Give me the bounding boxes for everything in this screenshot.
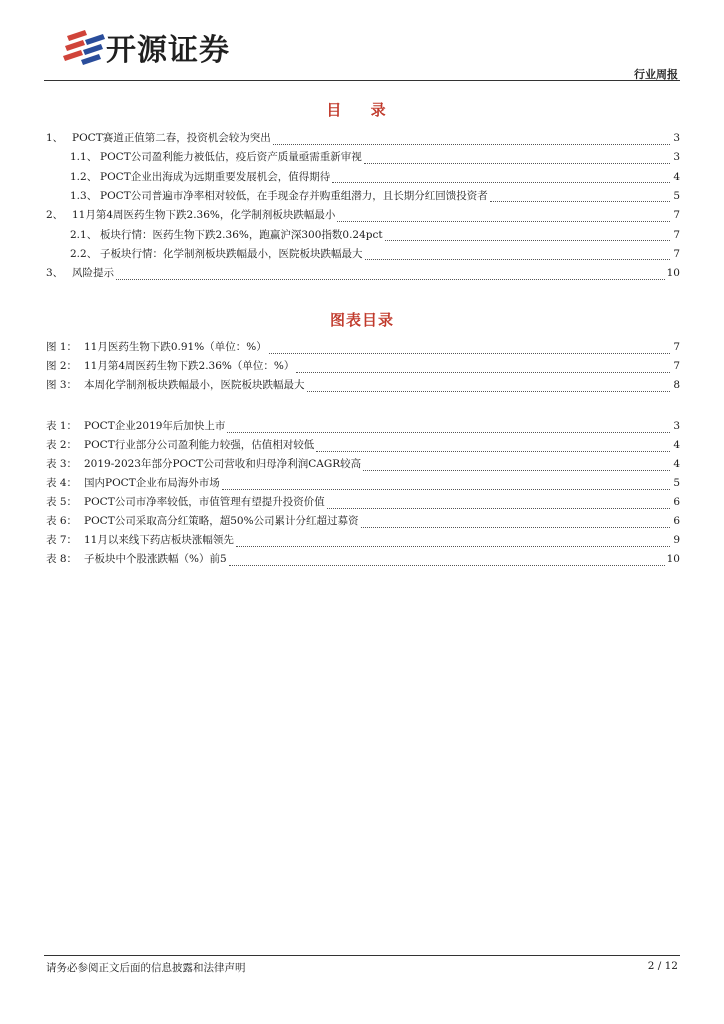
entry-title: 子板块中个股涨跌幅（%）前5 bbox=[84, 553, 227, 565]
toc-entry[interactable] bbox=[46, 130, 680, 146]
entry-page-number: 3 bbox=[673, 132, 680, 144]
entry-title: 本周化学制剂板块跌幅最小，医院板块跌幅最大 bbox=[84, 379, 305, 391]
dot-leader bbox=[337, 211, 670, 222]
entry-number: 1、 bbox=[46, 132, 64, 144]
dot-leader bbox=[363, 460, 670, 471]
toc-entry[interactable] bbox=[46, 456, 680, 472]
entry-page-number: 8 bbox=[673, 379, 680, 391]
entry-title: 板块行情：医药生物下跌2.36%，跑赢沪深300指数0.24pct bbox=[100, 228, 383, 241]
dot-leader bbox=[229, 555, 665, 566]
dot-leader bbox=[361, 517, 670, 528]
entry-title: 11月第4周医药生物下跌2.36%（单位：%） bbox=[84, 360, 295, 372]
dot-leader bbox=[490, 191, 670, 202]
entry-number: 表 2： bbox=[46, 439, 78, 451]
entry-number: 表 1： bbox=[46, 420, 78, 432]
brand-name: 开源证券 bbox=[106, 33, 230, 68]
toc-entry[interactable] bbox=[70, 149, 680, 165]
toc-entry[interactable] bbox=[70, 188, 680, 204]
footer-disclaimer: 请务必参阅正文后面的信息披露和法律声明 bbox=[46, 962, 246, 974]
entry-page-number: 7 bbox=[673, 228, 680, 241]
entry-page-number: 3 bbox=[673, 420, 680, 432]
toc-entry[interactable] bbox=[46, 551, 680, 567]
entry-number: 表 5： bbox=[46, 496, 78, 508]
toc-entry[interactable] bbox=[70, 246, 680, 262]
entry-page-number: 7 bbox=[673, 341, 680, 353]
entry-page-number: 7 bbox=[673, 209, 680, 222]
entry-page-number: 6 bbox=[673, 515, 680, 527]
entry-page-number: 5 bbox=[673, 477, 680, 489]
entry-number: 表 6： bbox=[46, 515, 78, 527]
entry-page-number: 4 bbox=[673, 170, 680, 183]
entry-number: 2.2、 bbox=[70, 247, 98, 260]
dot-leader bbox=[273, 134, 670, 145]
toc-entry[interactable] bbox=[46, 207, 680, 223]
entry-page-number: 4 bbox=[673, 458, 680, 470]
toc-entry[interactable] bbox=[46, 494, 680, 510]
entry-title: POCT公司采取高分红策略，超50%公司累计分红超过募资 bbox=[84, 515, 359, 527]
toc-entry[interactable] bbox=[70, 227, 680, 243]
entry-number: 图 3： bbox=[46, 379, 78, 391]
entry-number: 表 4： bbox=[46, 477, 78, 489]
dot-leader bbox=[316, 441, 670, 452]
entry-page-number: 5 bbox=[673, 189, 680, 202]
dot-leader bbox=[332, 172, 670, 183]
entry-number: 表 3： bbox=[46, 458, 78, 470]
entry-number: 3、 bbox=[46, 267, 64, 280]
entry-title: POCT公司盈利能力被低估，疫后资产质量亟需重新审视 bbox=[100, 151, 362, 164]
entry-title: POCT企业出海成为远期重要发展机会，值得期待 bbox=[100, 170, 331, 183]
entry-number: 图 2： bbox=[46, 360, 78, 372]
toc-entry[interactable] bbox=[46, 532, 680, 548]
entry-title: 2019-2023年部分POCT公司营收和归母净利润CAGR较高 bbox=[84, 458, 362, 470]
dot-leader bbox=[307, 381, 671, 392]
entry-title: 11月医药生物下跌0.91%（单位：%） bbox=[84, 341, 267, 353]
dot-leader bbox=[116, 269, 665, 280]
entry-title: POCT公司普遍市净率相对较低，在手现金存并购重组潜力，且长期分红回馈投资者 bbox=[100, 189, 488, 202]
entry-page-number: 7 bbox=[673, 247, 680, 260]
dot-leader bbox=[269, 343, 670, 354]
entry-page-number: 7 bbox=[673, 360, 680, 372]
entry-number: 表 8： bbox=[46, 553, 78, 565]
toc-entry[interactable] bbox=[70, 169, 680, 185]
toc-entry[interactable] bbox=[46, 377, 680, 393]
report-type-label: 行业周报 bbox=[634, 68, 678, 81]
entry-number: 1.2、 bbox=[70, 170, 98, 183]
entry-number: 2、 bbox=[46, 209, 64, 222]
entry-number: 表 7： bbox=[46, 534, 78, 546]
entry-page-number: 3 bbox=[673, 151, 680, 164]
entry-title: POCT企业2019年后加快上市 bbox=[84, 420, 226, 432]
entry-title: POCT行业部分公司盈利能力较强，估值相对较低 bbox=[84, 439, 315, 451]
dot-leader bbox=[296, 362, 670, 373]
entry-page-number: 10 bbox=[666, 553, 680, 565]
page-header bbox=[44, 14, 680, 84]
entry-number: 1.1、 bbox=[70, 151, 98, 164]
dot-leader bbox=[364, 153, 670, 164]
figure-toc-title: 图表目录 bbox=[329, 311, 394, 329]
toc-entry[interactable] bbox=[46, 265, 680, 281]
entry-title: 风险提示 bbox=[72, 267, 114, 280]
entry-title: 11月第4周医药生物下跌2.36%，化学制剂板块跌幅最小 bbox=[72, 209, 336, 222]
entry-page-number: 9 bbox=[673, 534, 680, 546]
entry-number: 2.1、 bbox=[70, 228, 98, 241]
header-divider bbox=[44, 80, 680, 81]
toc-title: 目 录 bbox=[326, 101, 398, 119]
toc-entry[interactable] bbox=[46, 418, 680, 434]
toc-entry[interactable] bbox=[46, 475, 680, 491]
entry-title: POCT公司市净率较低，市值管理有望提升投资价值 bbox=[84, 496, 325, 508]
entry-title: 国内POCT企业布局海外市场 bbox=[84, 477, 220, 489]
dot-leader bbox=[327, 498, 670, 509]
entry-number: 图 1： bbox=[46, 341, 78, 353]
page-number: 2 / 12 bbox=[647, 960, 678, 972]
footer-divider bbox=[44, 955, 680, 956]
dot-leader bbox=[236, 536, 670, 547]
entry-page-number: 10 bbox=[666, 267, 680, 280]
entry-number: 1.3、 bbox=[70, 189, 98, 202]
dot-leader bbox=[365, 249, 671, 260]
entry-page-number: 4 bbox=[673, 439, 680, 451]
dot-leader bbox=[227, 422, 670, 433]
dot-leader bbox=[222, 479, 670, 490]
entry-title: 11月以来线下药店板块涨幅领先 bbox=[84, 534, 234, 546]
entry-title: POCT赛道正值第二春，投资机会较为突出 bbox=[72, 132, 271, 144]
dot-leader bbox=[385, 230, 670, 241]
toc-entry[interactable] bbox=[46, 358, 680, 374]
toc-entry[interactable] bbox=[46, 513, 680, 529]
toc-entry[interactable] bbox=[46, 339, 680, 355]
entry-title: 子板块行情：化学制剂板块跌幅最小，医院板块跌幅最大 bbox=[100, 247, 363, 260]
toc-entry[interactable] bbox=[46, 437, 680, 453]
entry-page-number: 6 bbox=[673, 496, 680, 508]
